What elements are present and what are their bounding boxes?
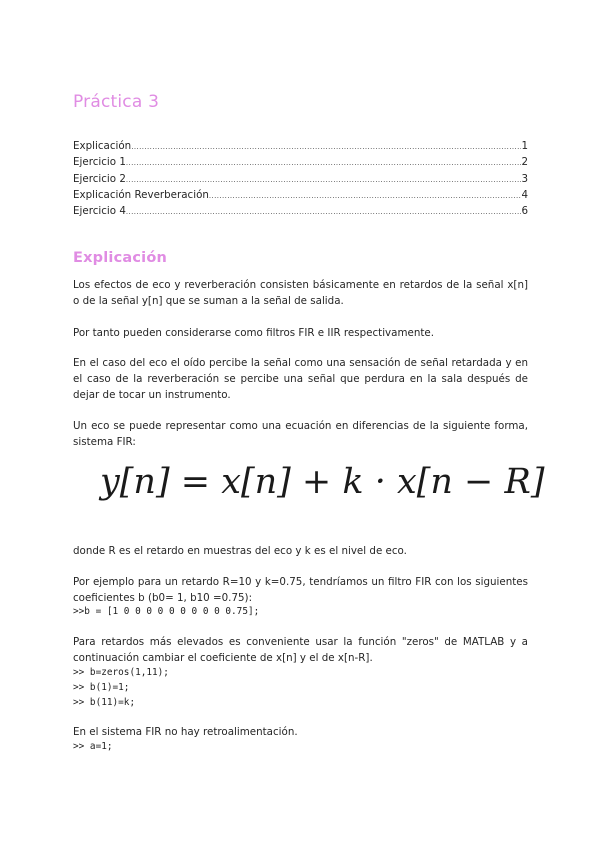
section-heading: Explicación <box>73 250 168 266</box>
paragraph-echo-form: Un eco se puede representar como una ecuación en diferencias de la siguiente forma, sistema FIR: <box>73 420 528 449</box>
paragraph-example: Por ejemplo para un retardo R=10 y k=0.75, tendríamos un filtro FIR con los siguientes coeficientes b (b0= 1, b10 =0.75): <box>73 576 528 605</box>
toc-entry-page: 4 <box>521 188 528 201</box>
paragraph-fir-iir: Por tanto pueden considerarse como filtros FIR e IIR respectivamente. <box>73 327 434 339</box>
toc-leader-dots <box>126 204 522 220</box>
difference-equation: y[n] = x[n] + k · x[n − R] <box>100 462 545 502</box>
paragraph-where: donde R es el retardo en muestras del eco y k es el nivel de eco. <box>73 545 407 557</box>
code-line: >>b = [1 0 0 0 0 0 0 0 0 0 0.75]; <box>73 606 260 617</box>
toc-entry-page: 3 <box>521 172 528 185</box>
toc-entry-page: 1 <box>521 140 528 152</box>
toc-entry-page: 6 <box>521 205 528 218</box>
table-of-contents <box>73 138 528 219</box>
toc-entry[interactable] <box>73 187 528 203</box>
paragraph-zeros: Para retardos más elevados es conveniente usar la función "zeros" de MATLAB y a continuación cambiar el coeficiente de x[n] y el de x[n-R]. <box>73 636 528 665</box>
toc-leader-dots <box>209 188 522 204</box>
code-line: >> b(11)=k; <box>73 697 136 708</box>
page-title: Práctica 3 <box>73 92 160 112</box>
toc-entry-label: Ejercicio 4 <box>73 205 126 218</box>
toc-entry-page: 2 <box>521 156 528 169</box>
paragraph-intro: Los efectos de eco y reverberación consisten básicamente en retardos de la señal x[n] o de la señal y[n] que se suman a la señal de salida. <box>73 279 528 308</box>
toc-entry-label: Explicación Reverberación <box>73 188 209 201</box>
paragraph-no-feedback: En el sistema FIR no hay retroalimentación. <box>73 726 298 738</box>
toc-leader-dots <box>131 139 521 155</box>
toc-entry[interactable] <box>73 171 528 187</box>
paragraph-echo-reverb: En el caso del eco el oído percibe la señal como una sensación de señal retardada y en el caso de la reverberación se percibe una señal que perdura en la sala después de dejar de tocar un instrumento. <box>73 357 528 402</box>
toc-entry[interactable] <box>73 203 528 219</box>
code-line: >> b(1)=1; <box>73 682 130 693</box>
toc-entry[interactable] <box>73 138 528 154</box>
code-line: >> a=1; <box>73 741 113 752</box>
toc-leader-dots <box>126 172 522 188</box>
toc-entry-label: Ejercicio 2 <box>73 172 126 185</box>
toc-entry-label: Explicación <box>73 140 132 152</box>
toc-leader-dots <box>126 155 522 171</box>
toc-entry[interactable] <box>73 154 528 170</box>
code-line: >> b=zeros(1,11); <box>73 667 169 678</box>
toc-entry-label: Ejercicio 1 <box>73 156 126 169</box>
